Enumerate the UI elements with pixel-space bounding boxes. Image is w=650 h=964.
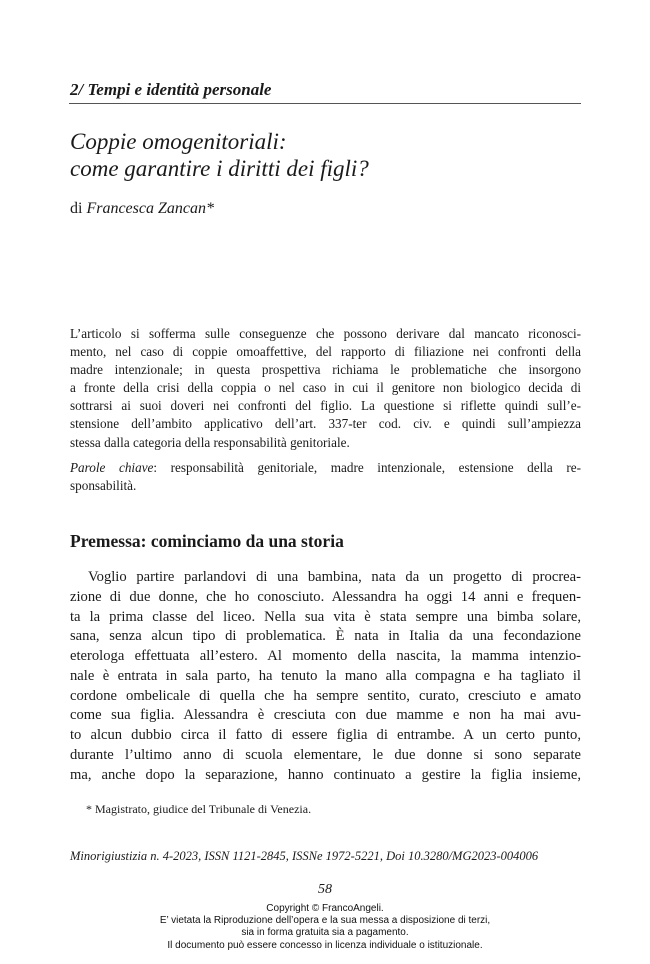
copyright-line: Copyright © FrancoAngeli. xyxy=(266,903,384,914)
body-line: cordone ombelicale di quella che ha sempre sentito, curato, cresciuto e amato xyxy=(70,687,581,704)
abstract-line: stessa dalla categoria della responsabilità genitoriale. xyxy=(70,434,350,450)
copyright-line: E’ vietata la Riproduzione dell’opera e la sua messa a disposizione di terzi, xyxy=(159,915,491,927)
article-title-line-1: Coppie omogenitoriali: xyxy=(70,129,287,154)
body-line: sana, senza alcun tipo di problematica. È nata in Italia da una fecondazione xyxy=(70,628,581,645)
body-line: durante l’ultimo anno di scuola elementare, le due donne si sono separate xyxy=(70,746,581,763)
keywords-line-1 xyxy=(70,459,581,477)
abstract-line: stensione dell’ambito applicativo dell’art. 337-ter cod. civ. e quindi sull’ampiezza xyxy=(70,416,581,432)
footnote: * Magistrato, giudice del Tribunale di Venezia. xyxy=(86,802,312,816)
body-line: eterologa effettuata all’estero. Al momento della nascita, la mamma intenzio- xyxy=(70,648,581,664)
body-paragraph xyxy=(70,568,581,785)
body-line: come sua figlia. Alessandra è cresciuta con due mamme e non ha mai avu- xyxy=(70,707,581,724)
keywords-text: : responsabilità genitoriale, madre intenzionale, estensione della re- xyxy=(153,460,581,475)
abstract xyxy=(70,325,581,452)
page-number: 58 xyxy=(318,882,332,897)
article-title-line-2: come garantire i diritti dei figli? xyxy=(70,156,369,181)
keywords-line-2: sponsabilità. xyxy=(70,478,137,494)
abstract-line: madre intenzionale; in questa prospettiva richiama le problematiche che insorgono xyxy=(70,362,581,378)
copyright-notice xyxy=(0,903,650,952)
copyright-line: Il documento può essere concesso in licenza individuale o istituzionale. xyxy=(167,939,483,951)
body-line: to alcun dubbio circa il fatto di essere figlia di entrambe. A un certo punto, xyxy=(70,727,581,743)
abstract-line: mento, nel caso di coppie omoaffettive, del rapporto di filiazione nei confronti della xyxy=(70,344,581,360)
body-line: zione di due donne, che ho conosciuto. Alessandra ha oggi 14 anni e frequen- xyxy=(70,588,581,605)
body-line: ta la prima classe del liceo. Nella sua vita è stata sempre una bimba solare, xyxy=(70,608,581,625)
copyright-line: sia in forma gratuita sia a pagamento. xyxy=(241,927,409,939)
byline xyxy=(70,200,214,218)
keywords xyxy=(70,459,581,495)
body-line: ma, anche dopo la separazione, hanno continuato a gestire la figlia insieme, xyxy=(70,766,581,783)
abstract-line: a fronte della crisi della coppia o nel caso in cui il genitore non biologico decida di xyxy=(70,380,581,396)
section-heading: Premessa: cominciamo da una storia xyxy=(70,531,344,551)
body-line: Voglio partire parlandovi di una bambina, nata da un progetto di procrea- xyxy=(88,569,581,585)
body-line: nale è entrata in sala parto, ha tenuto la mano alla compagna e ha tagliato il xyxy=(70,667,581,684)
section-title: 2/ Tempi e identità personale xyxy=(70,80,272,99)
byline-prefix: di xyxy=(70,200,87,217)
header-rule xyxy=(69,103,581,104)
journal-reference: Minorigiustizia n. 4-2023, ISSN 1121-2845, ISSNe 1972-5221, Doi 10.3280/MG2023-004006 xyxy=(70,849,539,863)
author-name: Francesca Zancan* xyxy=(86,200,214,217)
abstract-line: L’articolo si sofferma sulle conseguenze che possono derivare dal mancato riconosci- xyxy=(70,326,581,341)
article-title xyxy=(70,128,369,182)
abstract-line: sottrarsi ai suoi doveri nei confronti del figlio. La questione si riflette quindi sull’e- xyxy=(70,398,581,414)
keywords-label: Parole chiave xyxy=(70,460,154,475)
